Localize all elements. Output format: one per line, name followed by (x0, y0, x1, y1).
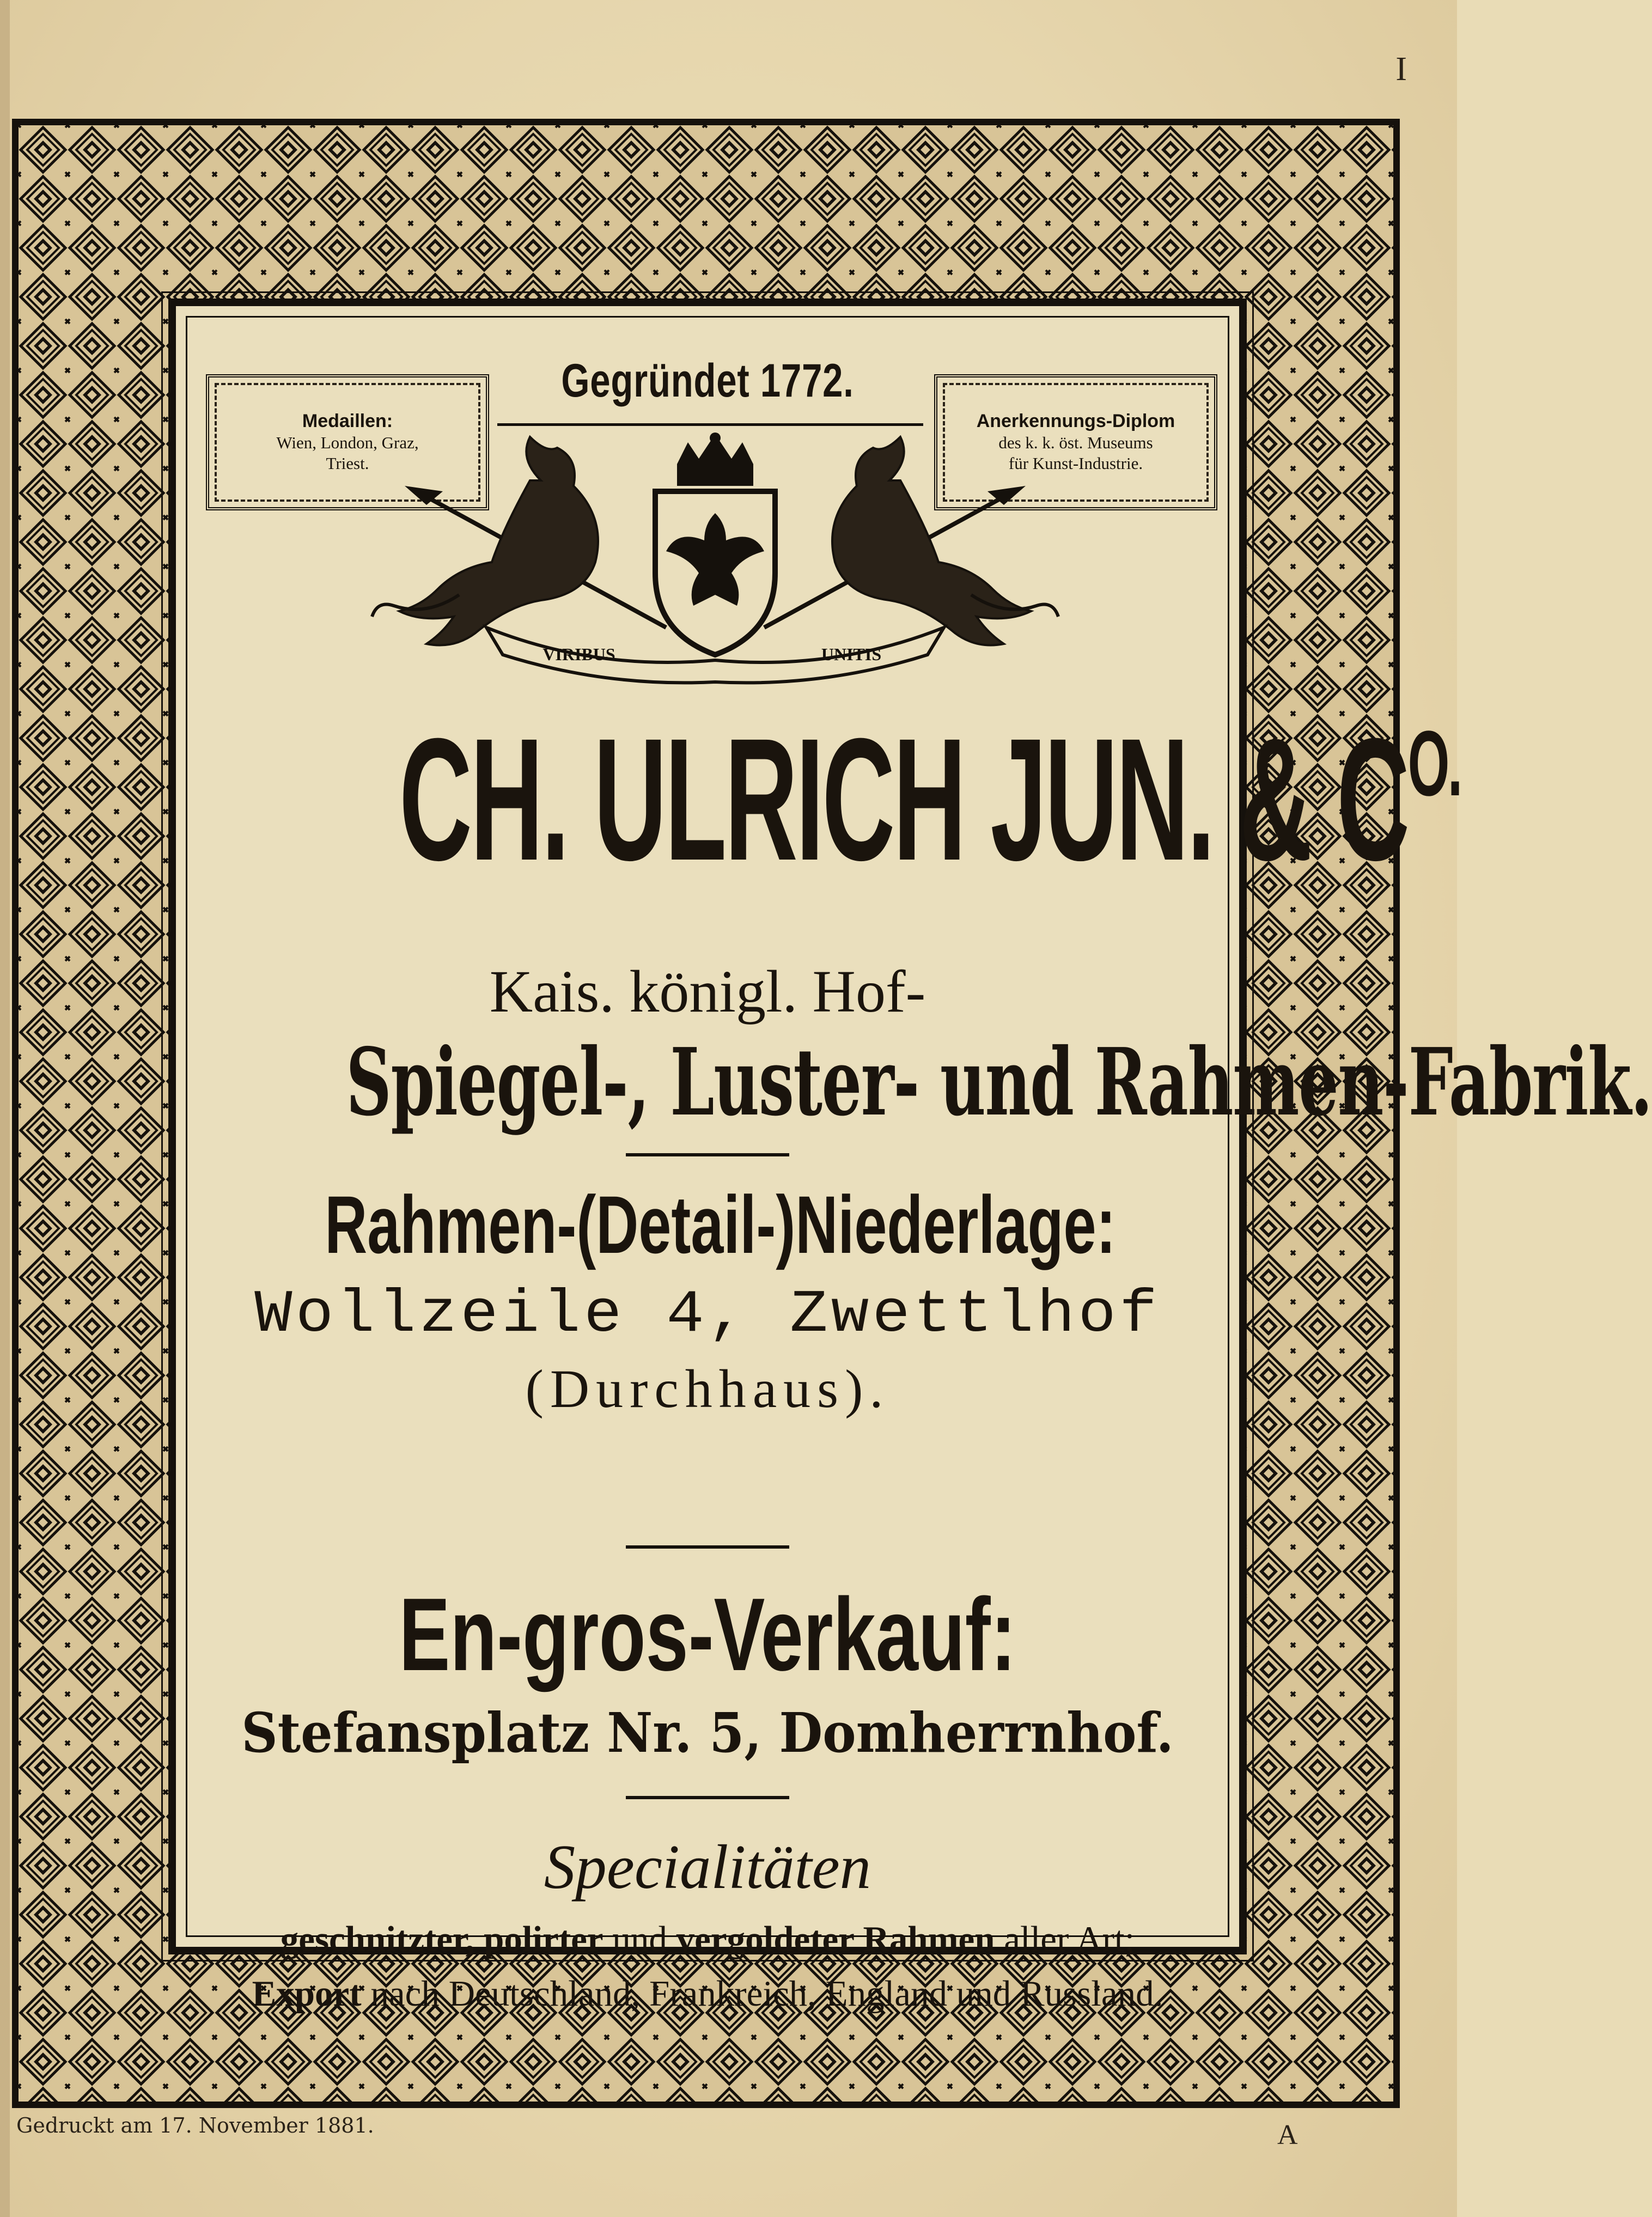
factory-line: Spiegel-, Luster- und Rahmen-Fabrik. (346, 1028, 1652, 1137)
medals-text-1: Wien, London, Graz, (276, 433, 419, 452)
wholesale-address: Stefansplatz Nr. 5, Domherrnhof. (241, 1701, 1174, 1765)
export-countries: nach Deutschland, Frankreich, England und Russland. (370, 1974, 1163, 2014)
company-subtitle: Kais. königl. Hof- (489, 958, 926, 1025)
retail-note: (Durchhaus). (525, 1359, 890, 1419)
page-edge (0, 0, 10, 2217)
specialties-text: vergoldeter Rahmen (676, 1919, 995, 1959)
medals-text-2: Triest. (326, 454, 369, 473)
diploma-text-1: des k. k. öst. Museums (998, 433, 1153, 452)
founded-year: Gegründet 1772. (561, 355, 854, 407)
divider-rule (626, 1153, 789, 1156)
ribbon-right-text: UNITIS (821, 644, 882, 664)
retail-heading: Rahmen-(Detail-)Niederlage: (325, 1179, 1116, 1270)
export-label: Export (252, 1974, 362, 2014)
printed-date: Gedruckt am 17. November 1881. (16, 2114, 374, 2137)
founded-rule (497, 423, 923, 426)
specialties-text: geschnitzter, polirter (280, 1919, 604, 1959)
ribbon-left-text: VIRIBUS (542, 644, 615, 664)
imperial-coat-of-arms-icon (361, 431, 1069, 687)
company-name (399, 702, 1461, 897)
divider-rule (626, 1545, 789, 1549)
diploma-heading: Anerkennungs-Diplom (976, 410, 1175, 431)
specialties-heading: Specialitäten (544, 1832, 871, 1902)
sheet-letter: A (1277, 2119, 1298, 2151)
company-name-superscript: O. (1407, 712, 1461, 815)
retail-address: Wollzeile 4, Zwettlhof (254, 1281, 1161, 1349)
advertisement-panel (168, 299, 1652, 2014)
diploma-text-2: für Kunst-Industrie. (1008, 454, 1143, 473)
specialties-line-2 (176, 1973, 1239, 2015)
specialties-text: und (612, 1919, 667, 1959)
company-name-text: CH. ULRICH JUN. & C (399, 702, 1408, 897)
wholesale-heading: En-gros-Verkauf: (399, 1577, 1016, 1692)
medals-heading: Medaillen: (302, 410, 393, 431)
divider-rule (626, 1796, 789, 1799)
specialties-text: aller Art; (1004, 1919, 1135, 1959)
page-number: I (1395, 51, 1407, 88)
decorative-border (12, 119, 1652, 2108)
specialties-line-1 (176, 1918, 1239, 1960)
